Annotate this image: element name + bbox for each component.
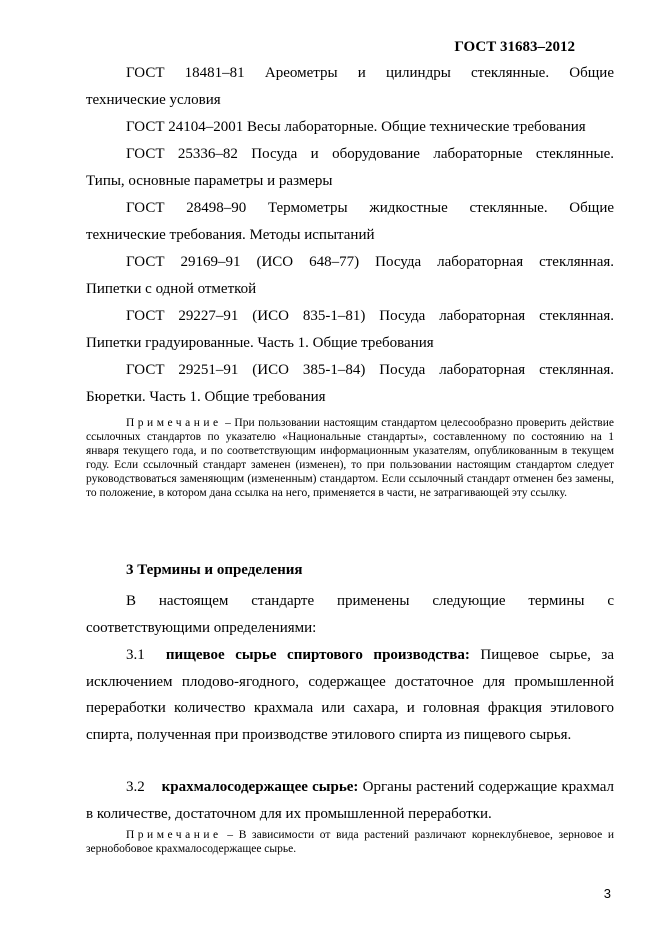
reference-line: Пипетки градуированные. Часть 1. Общие требования bbox=[86, 335, 434, 351]
intro-line: В настоящем стандарте применены следующие термины с bbox=[126, 593, 614, 609]
term-definition bbox=[86, 642, 614, 748]
reference-line: ГОСТ 28498–90 Термометры жидкостные стеклянные. Общие bbox=[126, 200, 614, 216]
page-number: 3 bbox=[603, 886, 611, 901]
term-text: Органы растений содержащие крахмал в количестве, достаточном для их промышленной переработки. bbox=[86, 779, 614, 822]
reference-line: технические условия bbox=[86, 92, 221, 108]
reference-item bbox=[86, 303, 614, 357]
reference-line: ГОСТ 29251–91 (ИСО 385-1–84) Посуда лабораторная стеклянная. bbox=[126, 362, 614, 378]
note-text: – В зависимости от вида растений различают корнеклубневое, зерновое и зернобобовое крахмалосодержащее сырье. bbox=[86, 829, 614, 855]
intro-line: соответствующими определениями: bbox=[86, 620, 317, 636]
document-id-header: ГОСТ 31683–2012 bbox=[454, 39, 575, 55]
note-label: Примечание bbox=[126, 829, 222, 841]
note-text: – При пользовании настоящим стандартом целесообразно проверить действие ссылочных стандартов по указателю «Национальные стандарты», составленному по состоянию на 1 января текущего года, и по соответствующим информационным указателям, опубликованным в текущем году. Если ссылочный стандарт заменен (изменен), то при пользовании настоящим стандартом следует руководствоваться заменяющим (измененным) стандартом. Если ссылочный стандарт отменен без замены, то положение, в котором дана ссылка на него, применяется в части, не затрагивающей эту ссылку. bbox=[86, 417, 614, 499]
reference-line: ГОСТ 29227–91 (ИСО 835-1–81) Посуда лабораторная стеклянная. bbox=[126, 308, 614, 324]
term-name: пищевое сырье спиртового производства: bbox=[165, 647, 470, 663]
note-label: Примечание bbox=[126, 417, 222, 429]
reference-item bbox=[86, 249, 614, 303]
term-number: 3.1 bbox=[126, 647, 145, 663]
reference-line: технические требования. Методы испытаний bbox=[86, 227, 375, 243]
reference-line: ГОСТ 25336–82 Посуда и оборудование лабораторные стеклянные. bbox=[126, 146, 614, 162]
section-title: 3 Термины и определения bbox=[126, 562, 303, 578]
reference-item bbox=[86, 141, 614, 195]
term-name: крахмалосодержащее сырье: bbox=[161, 779, 359, 795]
reference-line: Пипетки с одной отметкой bbox=[86, 281, 257, 297]
reference-line: Бюретки. Часть 1. Общие требования bbox=[86, 389, 326, 405]
reference-item bbox=[86, 357, 614, 411]
term-number: 3.2 bbox=[126, 779, 145, 795]
reference-item: ГОСТ 24104–2001 Весы лабораторные. Общие технические требования bbox=[126, 119, 586, 135]
reference-item bbox=[86, 195, 614, 249]
reference-line: Типы, основные параметры и размеры bbox=[86, 173, 333, 189]
section-intro bbox=[86, 588, 614, 642]
reference-item bbox=[86, 60, 614, 114]
reference-line: ГОСТ 18481–81 Ареометры и цилиндры стеклянные. Общие bbox=[126, 65, 614, 81]
terms-note bbox=[86, 828, 614, 856]
reference-line: ГОСТ 29169–91 (ИСО 648–77) Посуда лабораторная стеклянная. bbox=[126, 254, 614, 270]
term-text: Пищевое сырье, за исключением плодово-ягодного, содержащее достаточное для промышленной переработки количество крахмала или сахара, и головная фракция этилового спирта, полученная при производстве этилового спирта из пищевого сырья. bbox=[86, 647, 614, 743]
references-note bbox=[86, 416, 614, 500]
term-definition bbox=[86, 774, 614, 828]
